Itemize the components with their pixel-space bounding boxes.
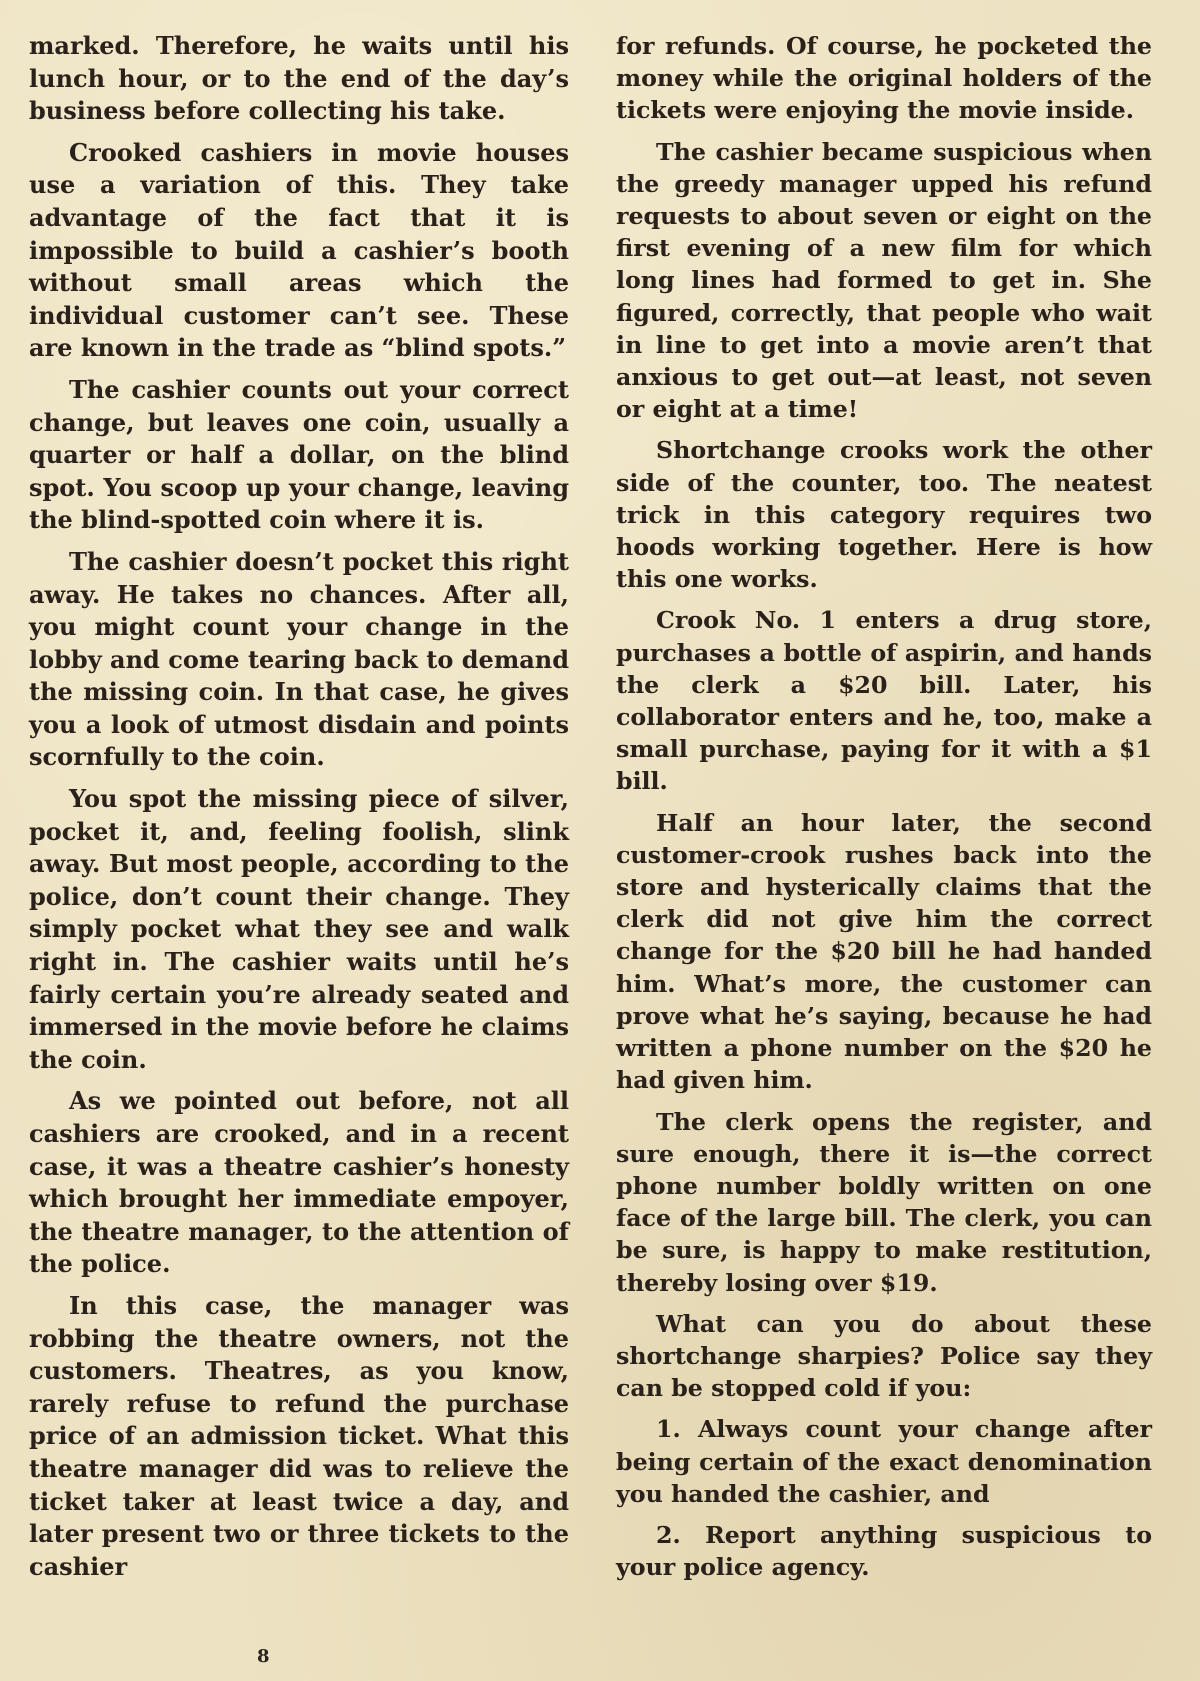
paragraph: The cashier counts out your correct change, but leaves one coin, usually a quarter or half a dollar, on the blind spot. You scoop up your change, leaving the blind-spotted coin where it is.: [29, 374, 569, 535]
paragraph: The cashier became suspicious when the greedy manager upped his refund requests to about seven or eight on the first evening of a new film for which long lines had formed to get in. She figured, correctly, that people who wait in line to get into a movie aren’t that anxious to get out—at least, not seven or eight at a time!: [616, 137, 1152, 424]
paragraph: for refunds. Of course, he pocketed the money while the original holders of the tickets were enjoying the movie inside.: [616, 32, 1152, 125]
paragraph: Crook No. 1 enters a drug store, purchases a bottle of aspirin, and hands the clerk a $20 bill. Later, his collaborator enters and he, too, make a small purchase, paying for it with a $1 bill.: [616, 606, 1152, 796]
right-column: [616, 30, 1152, 1592]
paragraph: The cashier doesn’t pocket this right away. He takes no chances. After all, you might count your change in the lobby and come tearing back to demand the missing coin. In that case, he gives you a look of utmost disdain and points scornfully to the coin.: [29, 546, 569, 772]
paragraph: 2. Report anything suspicious to your police agency.: [616, 1520, 1152, 1582]
paragraph: 1. Always count your change after being certain of the exact denomination you handed the cashier, and: [616, 1415, 1152, 1508]
paragraph: What can you do about these shortchange sharpies? Police say they can be stopped cold if you:: [616, 1309, 1152, 1403]
page-number: 8: [257, 1646, 270, 1667]
paragraph: As we pointed out before, not all cashiers are crooked, and in a recent case, it was a theatre cashier’s honesty which brought her immediate empoyer, the theatre manager, to the attention of the police.: [29, 1086, 569, 1279]
paragraph: Crooked cashiers in movie houses use a variation of this. They take advantage of the fact that it is impossible to build a cashier’s booth without small areas which the individual customer can’t see. These are known in the trade as “blind spots.”: [29, 137, 569, 363]
paragraph: Half an hour later, the second customer-crook rushes back into the store and hysterically claims that the clerk did not give him the correct change for the $20 bill he had handed him. What’s more, the customer can prove what he’s saying, because he had written a phone number on the $20 he had given him.: [616, 808, 1152, 1095]
paragraph: The clerk opens the register, and sure enough, there it is—the correct phone number boldly written on one face of the large bill. The clerk, you can be sure, is happy to make restitution, thereby losing over $19.: [616, 1107, 1152, 1297]
paragraph: marked. Therefore, he waits until his lunch hour, or to the end of the day’s business before collecting his take.: [29, 31, 569, 126]
paragraph: In this case, the manager was robbing the theatre owners, not the customers. Theatres, as you know, rarely refuse to refund the purchase price of an admission ticket. What this theatre manager did was to relieve the ticket taker at least twice a day, and later present two or three tickets to the cashier: [29, 1290, 569, 1581]
paragraph: You spot the missing piece of silver, pocket it, and, feeling foolish, slink away. But most people, according to the police, don’t count their change. They simply pocket what they see and walk right in. The cashier waits until he’s fairly certain you’re already seated and immersed in the movie before he claims the coin.: [29, 784, 569, 1074]
paragraph: Shortchange crooks work the other side of the counter, too. The neatest trick in this category requires two hoods working together. Here is how this one works.: [616, 436, 1152, 594]
left-column: [29, 30, 569, 1592]
